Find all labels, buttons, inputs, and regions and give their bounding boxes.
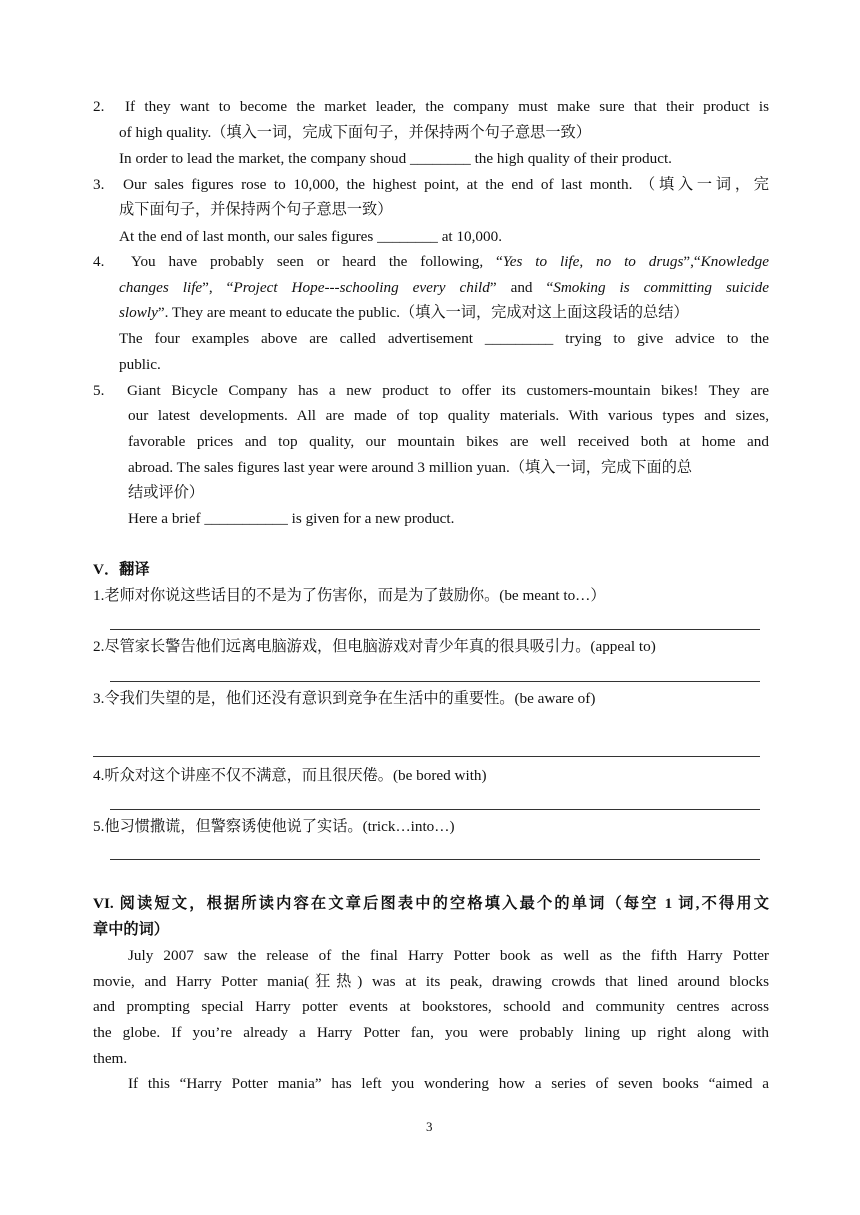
q3-answer-blank[interactable]: ________ bbox=[377, 228, 438, 245]
q2-sentence-end: the high quality of their product. bbox=[470, 150, 672, 167]
q2-number: 2. bbox=[93, 98, 105, 115]
q4-line-3: slowly”. They are meant to educate the public.（填入一词，完成对这上面这段话的总结） bbox=[119, 304, 689, 321]
q4-line-1: You have probably seen or heard the following, “Yes to life, no to drugs”,“Knowledge bbox=[131, 253, 769, 270]
q5-answer-blank[interactable]: ___________ bbox=[204, 510, 288, 527]
q5-line-1: Giant Bicycle Company has a new product to offer its customers-mountain bikes! They are bbox=[127, 382, 769, 399]
q2-line-3 bbox=[119, 150, 672, 168]
q2-line-1: If they want to become the market leader, the company must make sure that their product is bbox=[125, 98, 769, 115]
answer-line-4[interactable] bbox=[110, 809, 760, 810]
q4-number: 4. bbox=[93, 253, 105, 270]
paragraph-2-line-1: If this “Harry Potter mania” has left you wondering how a series of seven books “aimed a bbox=[128, 1075, 769, 1092]
q3-line-1: Our sales figures rose to 10,000, the highest point, at the end of last month. （填入一词，完 bbox=[123, 176, 769, 193]
q4-line-2: changes life”, “Project Hope---schooling every child” and “Smoking is committing suicide bbox=[119, 279, 769, 296]
q2-line-2: of high quality.（填入一词，完成下面句子，并保持两个句子意思一致） bbox=[119, 124, 591, 141]
q5-sentence-end: is given for a new product. bbox=[287, 510, 455, 527]
q3-line-2: 成下面句子，并保持两个句子意思一致） bbox=[119, 201, 393, 218]
translation-item-5: 5.他习惯撒谎，但警察诱使他说了实话。(trick…into…) bbox=[93, 818, 455, 835]
q5-number: 5. bbox=[93, 382, 105, 399]
paragraph-1-line-1: July 2007 saw the release of the final Harry Potter book as well as the fifth Harry Potter bbox=[128, 947, 769, 964]
q4-line-5: public. bbox=[119, 356, 161, 373]
q5-line-6 bbox=[128, 510, 454, 528]
q3-number: 3. bbox=[93, 176, 105, 193]
q3-line-3 bbox=[119, 228, 502, 246]
page-number: 3 bbox=[426, 1119, 433, 1134]
q5-line-2: our latest developments. All are made of top quality materials. With various types and sizes, bbox=[128, 407, 769, 424]
section-6-heading: VI. 阅读短文，根据所读内容在文章后图表中的空格填入最个的单词（每空 1 词,不得用文 bbox=[93, 895, 769, 912]
section-6-heading-cont: 章中的词） bbox=[93, 921, 169, 938]
translation-item-3: 3.令我们失望的是，他们还没有意识到竞争在生活中的重要性。(be aware of) bbox=[93, 690, 596, 707]
q5-line-5: 结或评价） bbox=[128, 484, 204, 501]
answer-line-3[interactable] bbox=[93, 756, 760, 757]
q5-line-4: abroad. The sales figures last year were around 3 million yuan.（填入一词，完成下面的总 bbox=[128, 459, 693, 476]
q5-line-3: favorable prices and top quality, our mountain bikes are well received both at home and bbox=[128, 433, 769, 450]
translation-item-2: 2.尽管家长警告他们远离电脑游戏，但电脑游戏对青少年真的很具吸引力。(appeal to) bbox=[93, 638, 656, 655]
paragraph-1-line-4: the globe. If you’re already a Harry Potter fan, you were probably lining up right along with bbox=[93, 1024, 769, 1041]
q2-sentence-start: In order to lead the market, the company shoud bbox=[119, 150, 411, 167]
paragraph-1-line-5: them. bbox=[93, 1050, 128, 1067]
translation-item-1: 1.老师对你说这些话目的不是为了伤害你，而是为了鼓励你。(be meant to…） bbox=[93, 587, 606, 604]
answer-line-2[interactable] bbox=[110, 681, 760, 682]
q3-sentence-end: at 10,000. bbox=[437, 228, 503, 245]
section-5-heading: V．翻译 bbox=[93, 561, 150, 578]
q4-line-4: The four examples above are called advertisement _________ trying to give advice to the bbox=[119, 330, 769, 347]
paragraph-1-line-2: movie, and Harry Potter mania(狂热) was at its peak, drawing crowds that lined around blocks bbox=[93, 973, 769, 990]
answer-line-5[interactable] bbox=[110, 859, 760, 860]
paragraph-1-line-3: and prompting special Harry potter events at bookstores, schoold and community centres across bbox=[93, 998, 769, 1015]
q3-sentence-start: At the end of last month, our sales figures bbox=[119, 228, 378, 245]
answer-line-1[interactable] bbox=[110, 629, 760, 630]
translation-item-4: 4.听众对这个讲座不仅不满意，而且很厌倦。(be bored with) bbox=[93, 767, 487, 784]
q2-answer-blank[interactable]: ________ bbox=[410, 150, 471, 167]
q5-sentence-start: Here a brief bbox=[128, 510, 205, 527]
